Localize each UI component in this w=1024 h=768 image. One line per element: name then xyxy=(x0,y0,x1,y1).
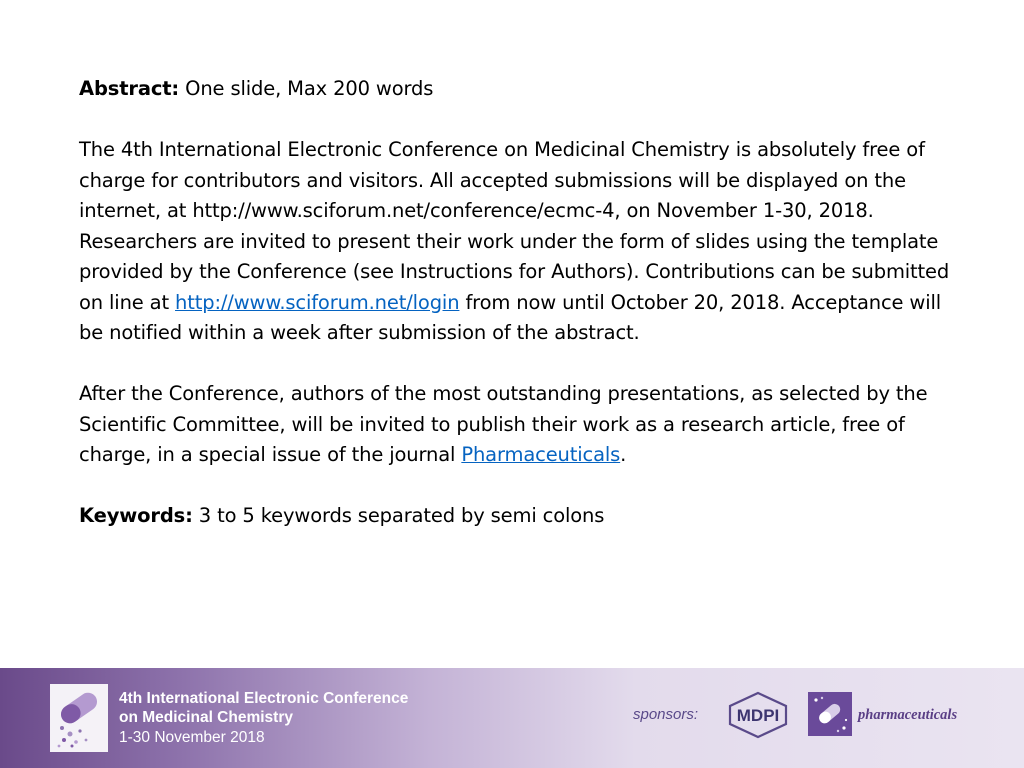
sponsors-label: sponsors: xyxy=(633,706,699,723)
footer-banner xyxy=(0,668,1024,768)
slide-body xyxy=(79,74,959,532)
mdpi-logo-text: MDPI xyxy=(736,706,780,725)
paragraph-intro-text-end: from now until October 20, 2018. Acceptance will be notified within a week after submission of the abstract. xyxy=(79,290,942,344)
paragraph-publication-text: After the Conference, authors of the most outstanding presentations, as selected by the Scientific Committee, will be invited to publish their work as a research article, free of charge, in a special issue of the journal xyxy=(79,382,928,466)
conference-title xyxy=(119,689,408,727)
keywords-text: 3 to 5 keywords separated by semi colons xyxy=(192,504,605,527)
abstract-text: One slide, Max 200 words xyxy=(179,77,434,100)
login-link[interactable]: http://www.sciforum.net/login xyxy=(175,290,460,314)
abstract-line xyxy=(79,74,959,105)
paragraph-intro xyxy=(79,135,959,349)
paragraph-publication xyxy=(79,379,959,471)
abstract-label: Abstract: xyxy=(79,77,180,100)
paragraph-publication-text-end: . xyxy=(620,443,627,466)
keywords-label: Keywords: xyxy=(79,504,193,527)
conference-title-line1: 4th International Electronic Conference xyxy=(119,690,409,707)
paragraph-intro-text: The 4th International Electronic Conference on Medicinal Chemistry is absolutely free of charge for contributors and visitors. All accepted submissions will be displayed on the internet, at http://www.sciforum.net/conference/ecmc-4, on November 1-30, 2018. Researchers are invited to present their work under the form of slides using the template provided by the Conference (see Instructions for Authors). Contributions can be submitted on line at xyxy=(79,138,950,314)
capsule-icon xyxy=(50,684,108,752)
pharmaceuticals-link[interactable]: Pharmaceuticals xyxy=(461,443,621,466)
keywords-line xyxy=(79,501,959,532)
conference-title-line2: on Medicinal Chemistry xyxy=(119,709,293,726)
mdpi-logo xyxy=(724,691,792,739)
conference-dates: 1-30 November 2018 xyxy=(119,729,265,746)
pharmaceuticals-logo-icon xyxy=(808,692,852,736)
pharmaceuticals-logo-text: pharmaceuticals xyxy=(858,707,958,723)
